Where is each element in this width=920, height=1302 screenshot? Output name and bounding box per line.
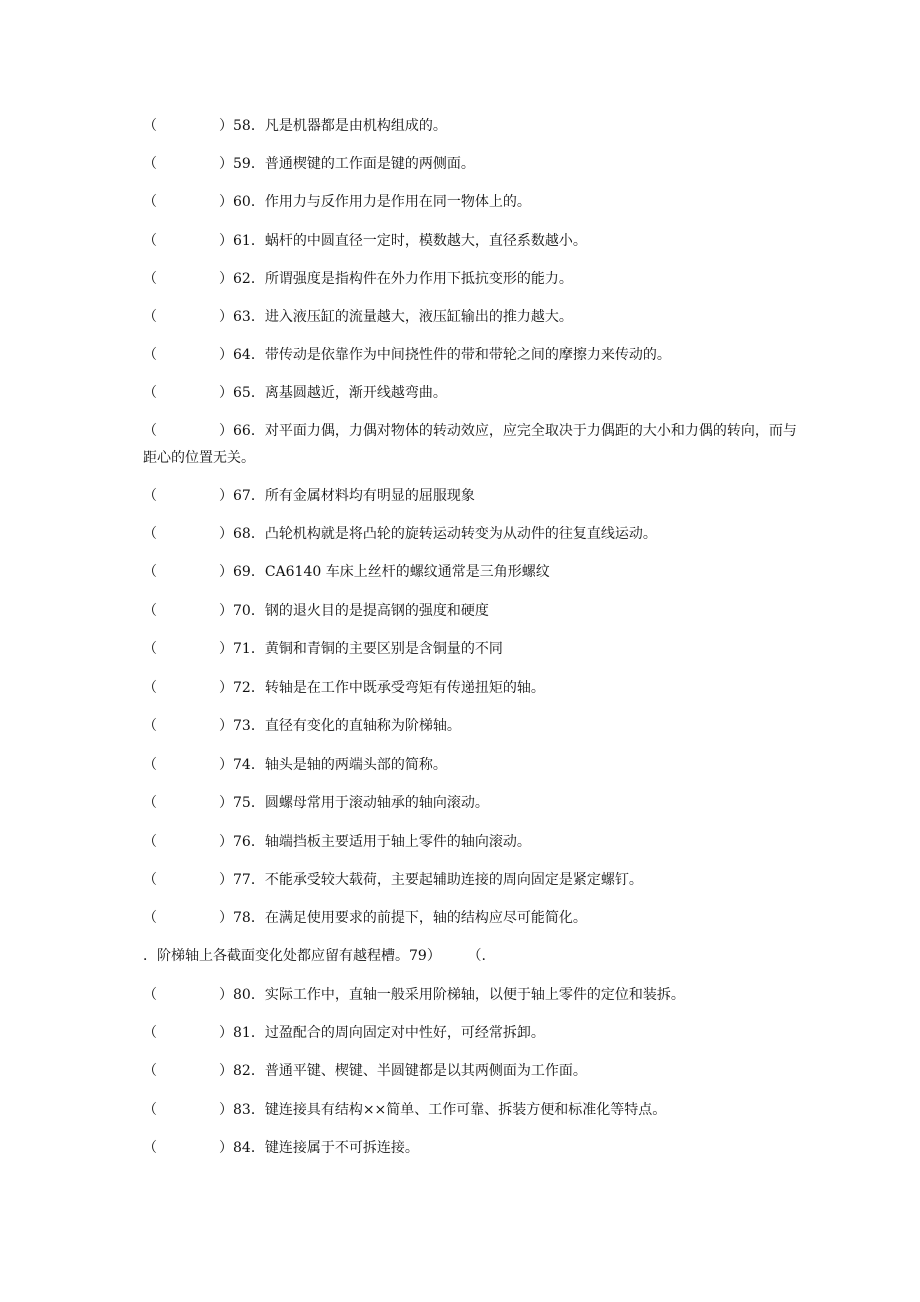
question-82: （ ）82．普通平键、楔键、半圆键都是以其两侧面为工作面。 [143, 1063, 587, 1079]
question-64: （ ）64．带传动是依靠作为中间挠性件的带和带轮之间的摩擦力来传动的。 [143, 347, 671, 363]
question-71: （ ）71．黄铜和青铜的主要区别是含铜量的不同 [143, 641, 503, 657]
question-77: （ ）77．不能承受较大载荷，主要起辅助连接的周向固定是紧定螺钉。 [143, 872, 643, 888]
question-65: （ ）65．离基圆越近，渐开线越弯曲。 [143, 385, 447, 401]
question-75: （ ）75．圆螺母常用于滚动轴承的轴向滚动。 [143, 795, 489, 811]
question-84: （ ）84．键连接属于不可拆连接。 [143, 1140, 419, 1156]
question-80: （ ）80．实际工作中，直轴一般采用阶梯轴，以便于轴上零件的定位和装拆。 [143, 987, 685, 1003]
question-70: （ ）70．钢的退火目的是提高钢的强度和硬度 [143, 603, 489, 619]
question-72: （ ）72．转轴是在工作中既承受弯矩有传递扭矩的轴。 [143, 680, 545, 696]
question-60: （ ）60．作用力与反作用力是作用在同一物体上的。 [143, 194, 531, 210]
question-58: （ ）58．凡是机器都是由机构组成的。 [143, 118, 447, 134]
question-81: （ ）81．过盈配合的周向固定对中性好，可经常拆卸。 [143, 1025, 545, 1041]
question-76: （ ）76．轴端挡板主要适用于轴上零件的轴向滚动。 [143, 834, 531, 850]
question-68: （ ）68．凸轮机构就是将凸轮的旋转运动转变为从动件的往复直线运动。 [143, 526, 657, 542]
question-62: （ ）62．所谓强度是指构件在外力作用下抵抗变形的能力。 [143, 271, 573, 287]
question-59: （ ）59．普通楔键的工作面是键的两侧面。 [143, 156, 475, 172]
question-73: （ ）73．直径有变化的直轴称为阶梯轴。 [143, 718, 461, 734]
question-83: （ ）83．键连接具有结构××简单、工作可靠、拆装方便和标准化等特点。 [143, 1102, 667, 1118]
question-79: ．阶梯轴上各截面变化处都应留有越程槽。79） （. [143, 948, 486, 964]
question-61: （ ）61．蜗杆的中圆直径一定时，模数越大，直径系数越小。 [143, 233, 587, 249]
question-66: （ ）66．对平面力偶，力偶对物体的转动效应，应完全取决于力偶距的大小和力偶的转向，而与距心的位置无关。 [143, 423, 797, 466]
question-67: （ ）67．所有金属材料均有明显的屈服现象 [143, 488, 475, 504]
question-74: （ ）74．轴头是轴的两端头部的简称。 [143, 757, 447, 773]
question-78: （ ）78．在满足使用要求的前提下，轴的结构应尽可能简化。 [143, 910, 587, 926]
question-69: （ ）69．CA6140 车床上丝杆的螺纹通常是三角形螺纹 [143, 564, 550, 580]
question-63: （ ）63．进入液压缸的流量越大，液压缸输出的推力越大。 [143, 309, 573, 325]
